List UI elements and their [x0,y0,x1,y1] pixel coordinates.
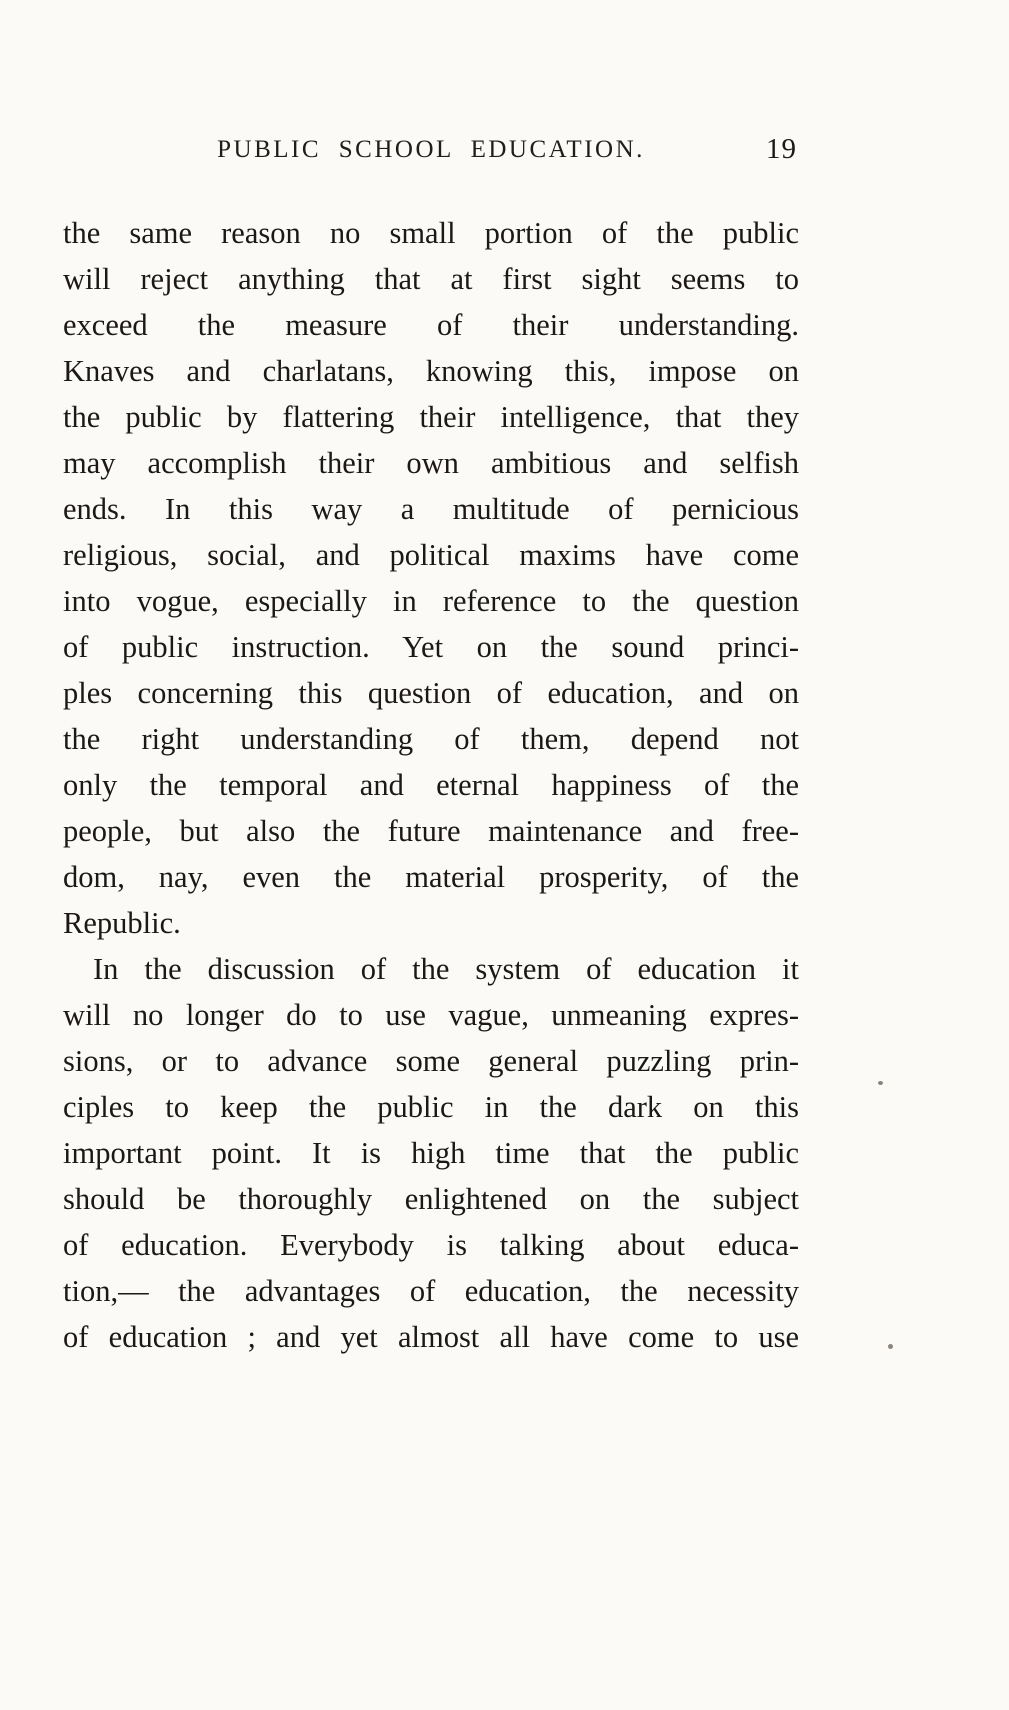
text-line: will no longer do to use vague, unmeaning expres- [63,998,799,1032]
page-content [63,133,799,1360]
text-line: people, but also the future maintenance and free- [63,814,799,848]
text-line: ends. In this way a multitude of pernicious [63,492,799,526]
text-line: of education ; and yet almost all have come to use [63,1320,799,1354]
text-line: of public instruction. Yet on the sound princi- [63,630,799,664]
page-number: 19 [766,133,797,165]
text-line: dom, nay, even the material prosperity, of the [63,860,799,894]
text-line: religious, social, and political maxims have come [63,538,799,572]
text-line: of education. Everybody is talking about educa- [63,1228,799,1262]
text-line: may accomplish their own ambitious and selfish [63,446,799,480]
text-line: will reject anything that at first sight seems to [63,262,799,296]
text-line: should be thoroughly enlightened on the subject [63,1182,799,1216]
scan-speck [888,1344,893,1349]
paragraph [63,946,799,1360]
text-line: In the discussion of the system of education it [93,952,799,986]
scan-speck [878,1081,883,1085]
text-line: Knaves and charlatans, knowing this, impose on [63,354,799,388]
text-line: ciples to keep the public in the dark on this [63,1090,799,1124]
text-line: into vogue, especially in reference to the question [63,584,799,618]
text-line: important point. It is high time that the public [63,1136,799,1170]
text-line: Republic. [63,906,181,940]
running-title: PUBLIC SCHOOL EDUCATION. [217,136,645,163]
text-line: sions, or to advance some general puzzling prin- [63,1044,799,1078]
text-line: the public by flattering their intelligence, that they [63,400,799,434]
text-line: only the temporal and eternal happiness of the [63,768,799,802]
page-header [63,133,799,170]
text-line: tion,— the advantages of education, the necessity [63,1274,799,1308]
text-line: exceed the measure of their understanding. [63,308,799,342]
text-line: the right understanding of them, depend not [63,722,799,756]
page-body [63,210,799,1360]
paragraph [63,210,799,946]
text-line: ples concerning this question of education, and on [63,676,799,710]
text-line: the same reason no small portion of the public [63,216,799,250]
